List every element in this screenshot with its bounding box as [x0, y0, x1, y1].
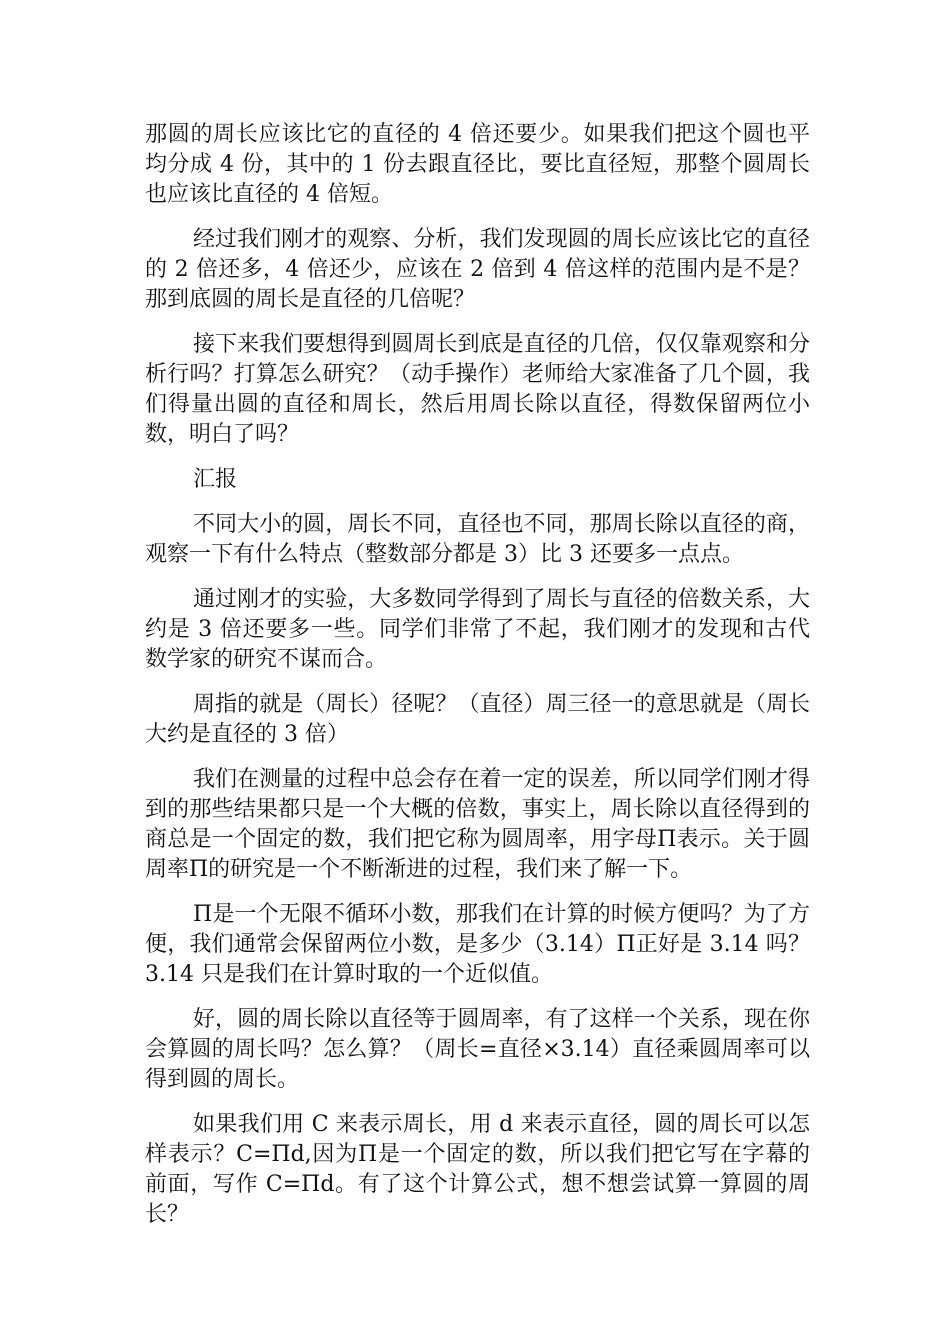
- paragraph: 如果我们用 C 来表示周长，用 d 来表示直径，圆的周长可以怎样表示？C=Πd,因为Π是一个固定的数，所以我们把它写在字幕的前面，写作 C=Πd。有了这个计算公式，想不想尝试算一算圆的周长？: [145, 1112, 810, 1227]
- document-page: [145, 120, 810, 1245]
- paragraph: 那圆的周长应该比它的直径的 4 倍还要少。如果我们把这个圆也平均分成 4 份，其中的 1 份去跟直径比，要比直径短，那整个圆周长也应该比直径的 4 倍短。: [145, 122, 810, 207]
- paragraph: 汇报: [193, 467, 238, 492]
- paragraph: 接下来我们要想得到圆周长到底是直径的几倍，仅仅靠观察和分析行吗？打算怎么研究？（动手操作）老师给大家准备了几个圆，我们得量出圆的直径和周长，然后用周长除以直径，得数保留两位小数，明白了吗？: [145, 332, 810, 447]
- paragraph: 通过刚才的实验，大多数同学得到了周长与直径的倍数关系，大约是 3 倍还要多一些。同学们非常了不起，我们刚才的发现和古代数学家的研究不谋而合。: [145, 587, 810, 672]
- paragraph: 我们在测量的过程中总会存在着一定的误差，所以同学们刚才得到的那些结果都只是一个大概的倍数，事实上，周长除以直径得到的商总是一个固定的数，我们把它称为圆周率，用字母Π表示。关于圆周率Π的研究是一个不断渐进的过程，我们来了解一下。: [145, 767, 810, 882]
- paragraph: 好，圆的周长除以直径等于圆周率，有了这样一个关系，现在你会算圆的周长吗？怎么算？（周长=直径×3.14）直径乘圆周率可以得到圆的周长。: [145, 1007, 810, 1092]
- paragraph: 不同大小的圆，周长不同，直径也不同，那周长除以直径的商，观察一下有什么特点（整数部分都是 3）比 3 还要多一点点。: [145, 512, 810, 567]
- paragraph: 周指的就是（周长）径呢？（直径）周三径一的意思就是（周长大约是直径的 3 倍）: [145, 692, 810, 747]
- paragraph: Π是一个无限不循环小数，那我们在计算的时候方便吗？为了方便，我们通常会保留两位小数，是多少（3.14）Π正好是 3.14 吗？3.14 只是我们在计算时取的一个近似值。: [145, 902, 810, 987]
- paragraph: 经过我们刚才的观察、分析，我们发现圆的周长应该比它的直径的 2 倍还多，4 倍还少，应该在 2 倍到 4 倍这样的范围内是不是？那到底圆的周长是直径的几倍呢？: [145, 227, 810, 312]
